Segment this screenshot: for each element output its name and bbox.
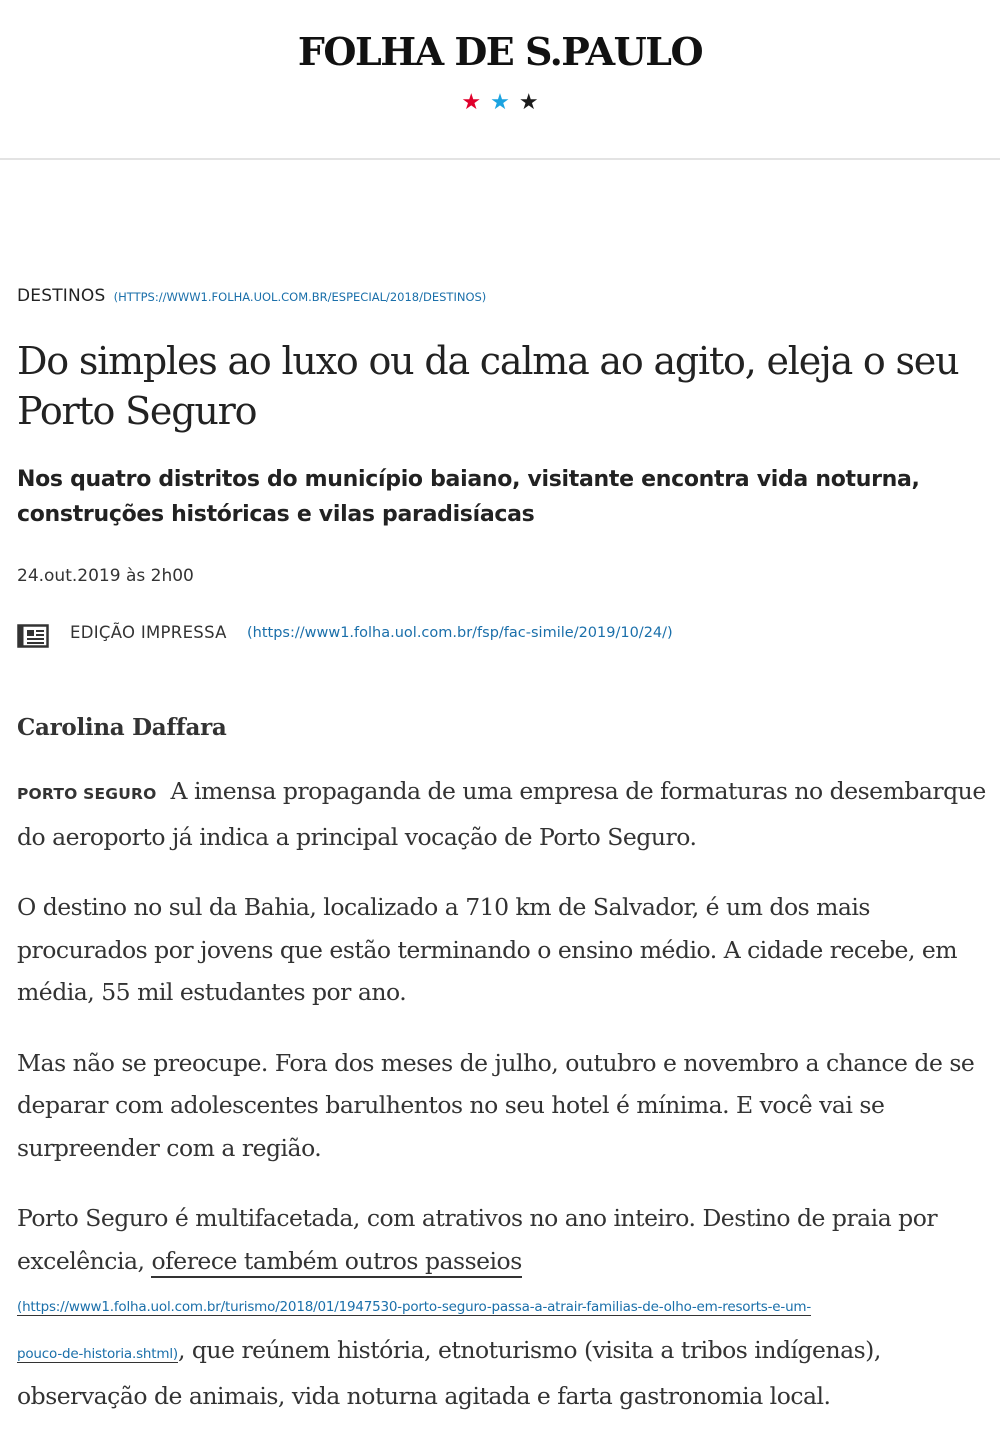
- inline-link-passeios[interactable]: oferece também outros passeios: [151, 1247, 521, 1278]
- paragraph-3: Mas não se preocupe. Fora dos meses de julho, outubro e novembro a chance de se deparar com adolescentes barulhentos no seu hotel é mínima. E você vai se surpreender com a região.: [17, 1048, 975, 1162]
- paragraph-2: O destino no sul da Bahia, localizado a 710 km de Salvador, é um dos mais procurados por jovens que estão terminando o ensino médio. A cidade recebe, em média, 55 mil estudantes por ano.: [17, 893, 958, 1006]
- newspaper-icon: [17, 624, 49, 652]
- blue-star-icon: ★: [490, 90, 510, 115]
- author-name[interactable]: Carolina Daffara: [17, 714, 227, 741]
- publish-date: 24.out.2019 às 2h00: [17, 566, 194, 586]
- print-edition-label[interactable]: EDIÇÃO IMPRESSA: [70, 623, 227, 642]
- paragraph-4-start: Porto Seguro é multifacetada, com atrativos no ano inteiro. Destino de praia por excelência,: [17, 1204, 938, 1275]
- red-star-icon: ★: [461, 90, 482, 115]
- dateline-city: PORTO SEGURO: [17, 785, 157, 803]
- inline-link-url[interactable]: (https://www1.folha.uol.com.br/turismo/2018/01/1947530-porto-seguro-passa-a-atrair-familias-de-olho-em-resorts-e-um-: [17, 1299, 812, 1315]
- paragraph-4-end: , que reúnem história, etnoturismo (visita a tribos indígenas), observação de animais, vida noturna agitada e farta gastronomia local.: [17, 1335, 881, 1410]
- headline: Do simples ao luxo ou da calma ao agito, eleja o seu Porto Seguro: [17, 339, 959, 433]
- section-link[interactable]: DESTINOS: [17, 286, 106, 306]
- article-body: [17, 770, 989, 1446]
- inline-link-url-cont[interactable]: pouco-de-historia.shtml): [17, 1345, 178, 1362]
- subheadline: Nos quatro distritos do município baiano, visitante encontra vida noturna, construções históricas e vilas paradisíacas: [17, 467, 920, 527]
- logo-stars: [0, 90, 1000, 116]
- black-star-icon: ★: [518, 90, 539, 115]
- section-kicker: [17, 286, 486, 306]
- paragraph-1: [17, 770, 989, 858]
- paragraph-1-text: A imensa propaganda de uma empresa de formaturas no desembarque do aeroporto já indica a principal vocação de Porto Seguro.: [17, 777, 986, 851]
- paragraph-4: [17, 1197, 989, 1418]
- section-url[interactable]: (HTTPS://WWW1.FOLHA.UOL.COM.BR/ESPECIAL/2018/DESTINOS): [113, 290, 487, 304]
- folha-logo[interactable]: FOLHA DE S.PAULO: [297, 29, 703, 74]
- print-edition-url[interactable]: (https://www1.folha.uol.com.br/fsp/fac-simile/2019/10/24/): [247, 625, 673, 641]
- masthead: [0, 0, 1000, 160]
